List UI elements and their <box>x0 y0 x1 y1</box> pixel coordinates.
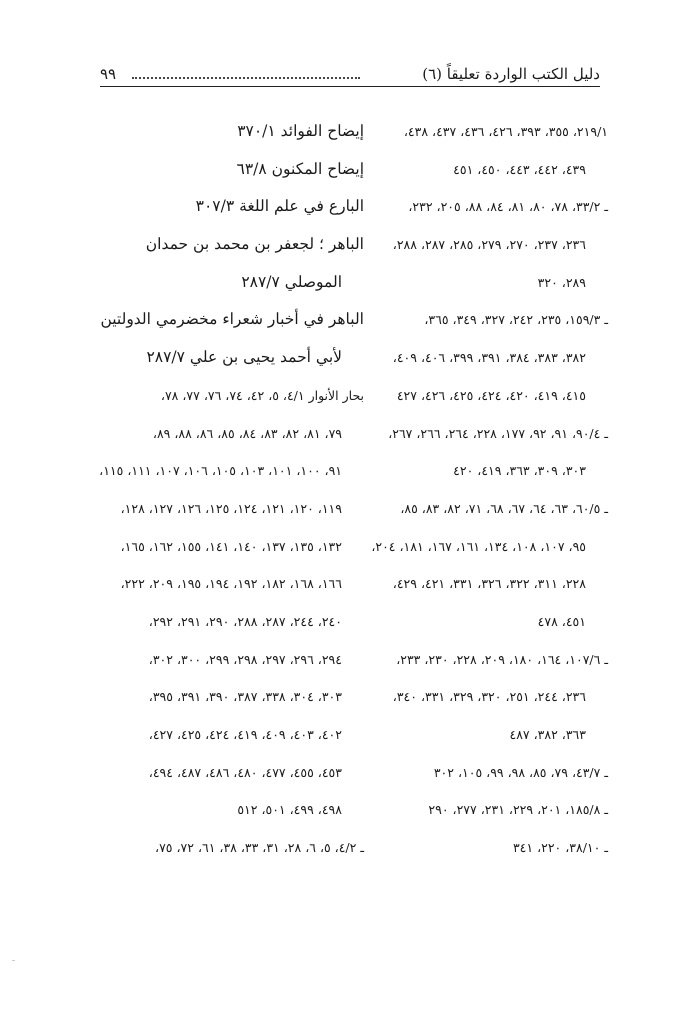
index-line: ـ ١٨٥/٨، ٢٠١، ٢٢٩، ٢٣١، ٢٧٧، ٢٩٠ <box>428 802 608 818</box>
index-line: ٢٣٦، ٢٣٧، ٢٧٠، ٢٧٩، ٢٨٥، ٢٨٧، ٢٨٨، <box>392 237 586 253</box>
running-title: دليل الكتب الواردة تعليقاً (٦) <box>422 65 600 83</box>
index-line: ـ ٤/٢، ٥، ٦، ٢٨، ٣١، ٣٣، ٣٨، ٦١، ٧٢، ٧٥، <box>155 840 364 856</box>
index-line: ٢٨٩، ٣٢٠ <box>537 274 586 290</box>
index-line: ٤٣٩، ٤٤٢، ٤٤٣، ٤٥٠، ٤٥١ <box>453 161 586 177</box>
index-line: ـ ٩٠/٤، ٩١، ٩٢، ١٧٧، ٢٢٨، ٢٦٤، ٢٦٦، ٢٦٧، <box>388 425 608 441</box>
index-line: بحار الأنوار ٤/١، ٥، ٤٢، ٧٤، ٧٦، ٧٧، ٧٨، <box>160 387 364 403</box>
index-line: ٣٠٣، ٣٠٩، ٣٦٣، ٤١٩، ٤٢٠ <box>453 463 586 479</box>
index-line: ١٦٦، ١٦٨، ١٨٢، ١٩٢، ١٩٤، ١٩٥، ٢٠٩، ٢٢٢، <box>120 576 342 592</box>
page-number: ٩٩ <box>100 65 117 83</box>
index-line: ١١٩، ١٢٠، ١٢١، ١٢٤، ١٢٥، ١٢٦، ١٢٧، ١٢٨، <box>120 500 342 516</box>
index-entry-title: لأبي أحمد يحيى بن علي ٢٨٧/٧ <box>146 348 342 367</box>
index-column-left <box>99 113 364 867</box>
index-line: ١٣٢، ١٣٥، ١٣٧، ١٤٠، ١٤١، ١٥٥، ١٦٢، ١٦٥، <box>120 538 342 554</box>
index-line: ٩٥، ١٠٧، ١٠٨، ١٣٤، ١٦١، ١٦٧، ١٨١، ٢٠٤، <box>371 538 586 554</box>
index-line: ـ ١٥٩/٣، ٢٣٥، ٢٤٢، ٣٢٧، ٣٤٩، ٣٦٥، <box>424 312 608 328</box>
index-line: ٢١٩/١، ٣٥٥، ٣٩٣، ٤٢٦، ٤٣٦، ٤٣٧، ٤٣٨، <box>403 124 608 139</box>
index-line: ٢٩٤، ٢٩٦، ٢٩٧، ٢٩٨، ٢٩٩، ٣٠٠، ٣٠٢، <box>148 651 342 667</box>
index-entry-title: إيضاح المكنون ٦٣/٨ <box>236 159 364 178</box>
index-line: ٤٥٣، ٤٥٥، ٤٧٧، ٤٨٠، ٤٨٦، ٤٨٧، ٤٩٤، <box>148 764 342 780</box>
index-entry-title: إيضاح الفوائد ٣٧٠/١ <box>237 122 364 140</box>
index-entry-title: الباهر في أخبار شعراء مخضرمي الدولتين <box>100 310 364 329</box>
index-entry-title: الموصلي ٢٨٧/٧ <box>241 272 342 291</box>
dot-leader <box>132 77 360 79</box>
index-line: ٤٥١، ٤٧٨ <box>537 613 586 629</box>
index-line: ٤٩٨، ٤٩٩، ٥٠١، ٥١٢ <box>237 802 342 818</box>
index-entry-title: البارع في علم اللغة ٣٠٧/٣ <box>195 197 364 216</box>
running-header <box>100 62 600 87</box>
index-line: ٤٠٢، ٤٠٣، ٤٠٩، ٤١٩، ٤٢٤، ٤٢٥، ٤٢٧، <box>148 727 342 742</box>
index-line: ـ ٤٣/٧، ٧٩، ٨٥، ٩٨، ٩٩، ١٠٥، ٣٠٢ <box>433 764 608 780</box>
index-line: ٣٦٣، ٣٨٢، ٤٨٧ <box>509 727 586 742</box>
index-line: ٣٠٣، ٣٠٤، ٣٣٨، ٣٨٧، ٣٩٠، ٣٩١، ٣٩٥، <box>148 689 342 705</box>
index-line: ٤١٥، ٤١٩، ٤٢٠، ٤٢٤، ٤٢٥، ٤٢٦، ٤٢٧ <box>396 387 586 403</box>
index-line: ٢٤٠، ٢٤٤، ٢٨٧، ٢٨٨، ٢٩٠، ٢٩١، ٢٩٢، <box>148 613 342 629</box>
index-line: ٢٢٨، ٣١١، ٣٢٢، ٣٢٦، ٣٣١، ٤٢١، ٤٢٩، <box>392 576 586 592</box>
index-line: ـ ١٠٧/٦، ١٦٤، ١٨٠، ٢٠٩، ٢٢٨، ٢٣٠، ٢٣٣، <box>396 651 608 667</box>
index-entry-title: الباهر ؛ لجعفر بن محمد بن حمدان <box>145 235 364 254</box>
index-column-right <box>338 113 608 867</box>
index-line: ـ ٣٣/٢، ٧٨، ٨٠، ٨١، ٨٤، ٨٨، ٢٠٥، ٢٣٢، <box>408 199 608 215</box>
index-line: ٩١، ١٠٠، ١٠١، ١٠٣، ١٠٥، ١٠٦، ١٠٧، ١١١، ١١٥، <box>99 463 342 479</box>
index-line: ٣٨٢، ٣٨٣، ٣٨٤، ٣٩١، ٣٩٩، ٤٠٦، ٤٠٩، <box>392 350 586 366</box>
index-line: ـ ٣٨/١٠، ٢٢٠، ٣٤١ <box>512 840 608 856</box>
index-line: ـ ٦٠/٥، ٦٣، ٦٤، ٦٧، ٦٨، ٧١، ٨٢، ٨٣، ٨٥، <box>400 500 608 516</box>
index-line: ٢٣٦، ٢٤٤، ٢٥١، ٣٢٠، ٣٢٩، ٣٣١، ٣٤٠، <box>392 689 586 705</box>
scan-mark <box>12 960 15 961</box>
index-line: ٧٩، ٨١، ٨٢، ٨٣، ٨٤، ٨٥، ٨٦، ٨٨، ٨٩، <box>152 425 342 441</box>
